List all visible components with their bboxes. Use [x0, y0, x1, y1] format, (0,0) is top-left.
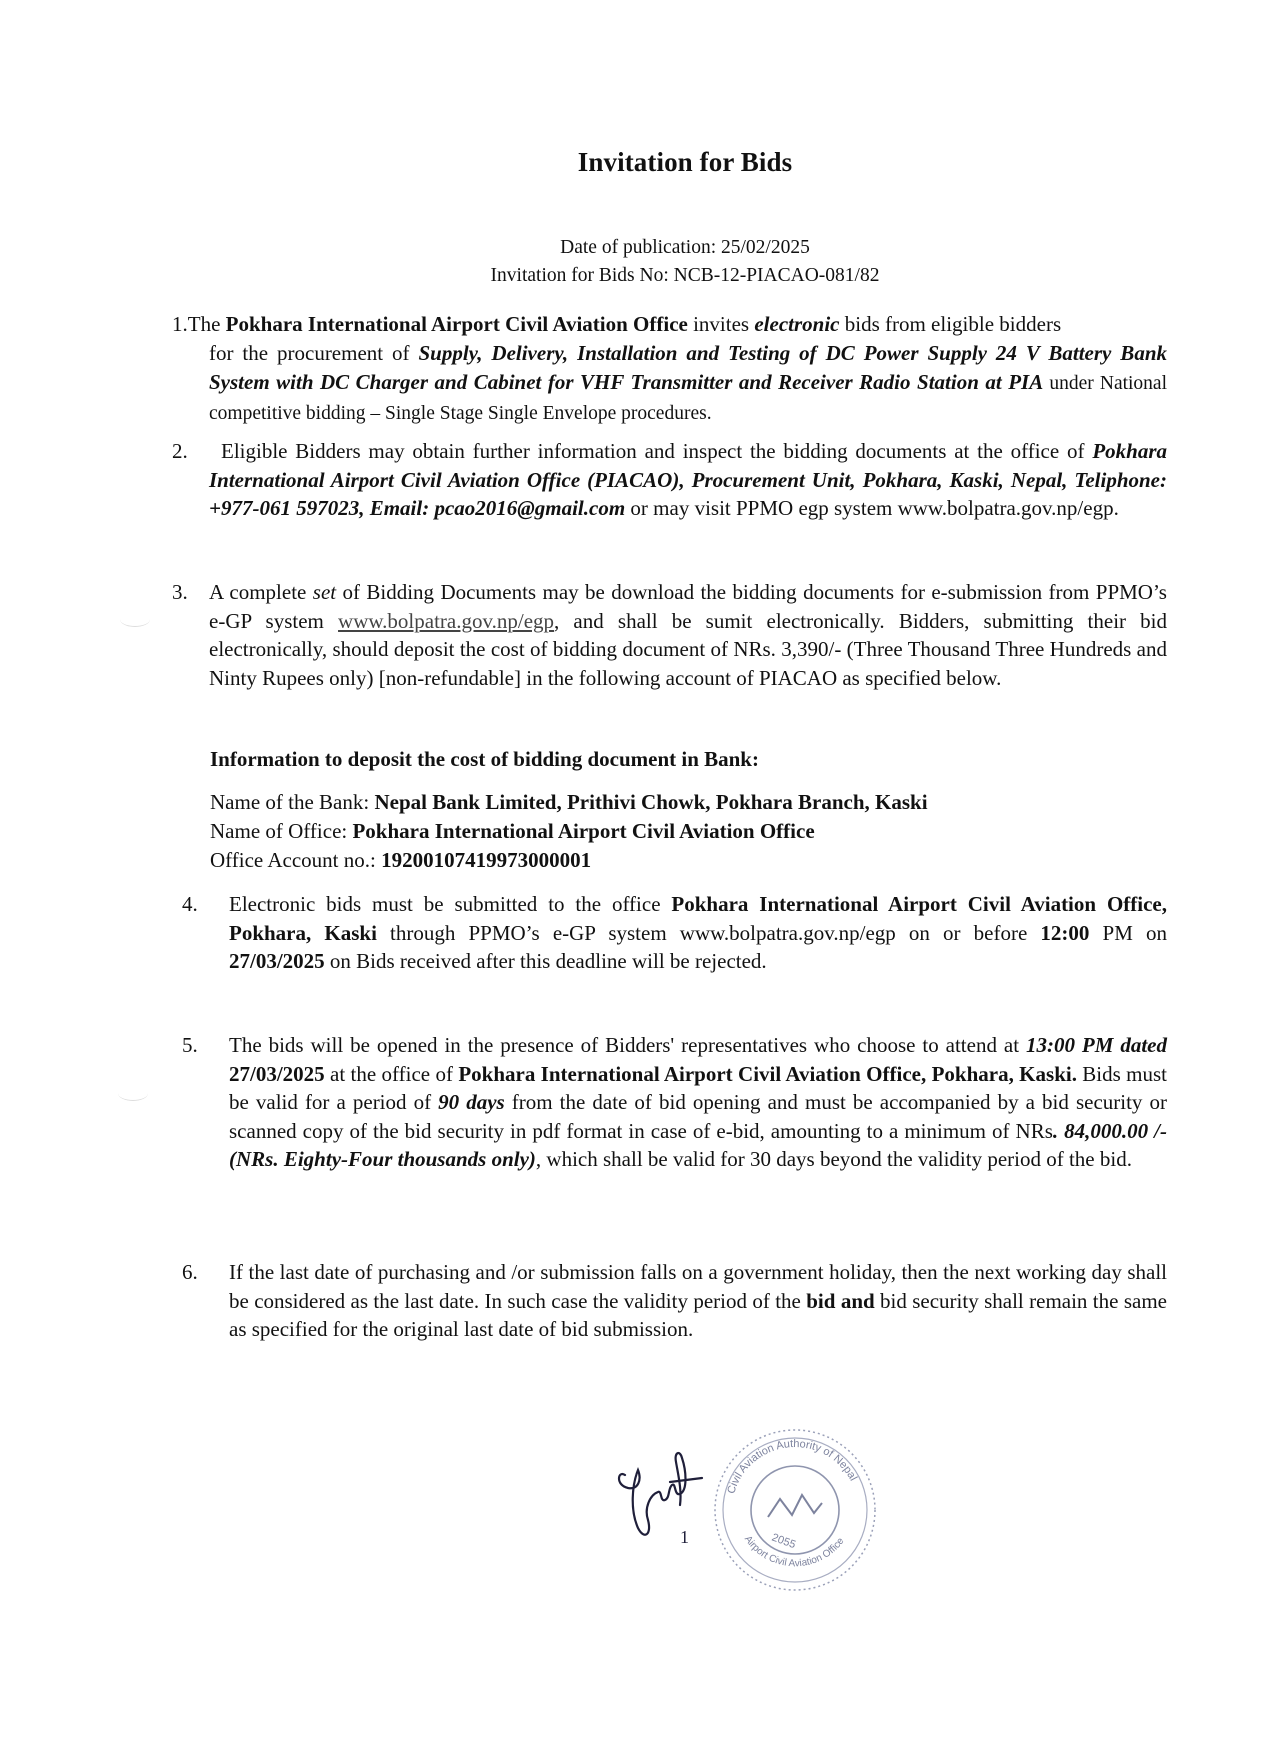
item-number: 3. — [172, 580, 188, 604]
item-6-body: If the last date of purchasing and /or submission falls on a government holiday, then the next working day shall be considered as the last date. In such case the validity period of the bid and bid security shall remain the same as specified for the original last date of bid submission. — [229, 1260, 1167, 1341]
seal-top-text: Civil Aviation Authority of Nepal — [725, 1437, 860, 1496]
item-number: 1. — [172, 312, 188, 336]
project-title: Supply, Delivery, Installation and Testing of DC Power Supply 24 V Battery Bank System with DC Charger and Cabinet for VHF Transmitter and Receiver Radio Station at PIA — [209, 341, 1167, 394]
item-5-body: The bids will be opened in the presence of Bidders' representatives who choose to attend at 13:00 PM dated 27/03/2025 at the office of Pokhara International Airport Civil Aviation Office, Pokhara, Kaski. Bids must be valid for a period of 90 days from the date of bid opening and must be accompanied by a bid security or scanned copy of the bid security in pdf format in case of e-bid, amounting to a minimum of NRs. 84,000.00 /- (NRs. Eighty-Four thousands only), which shall be valid for 30 days beyond the validity period of the bid. — [229, 1033, 1168, 1171]
official-seal — [710, 1425, 880, 1600]
signature-page-mark: 1 — [680, 1527, 689, 1547]
item-1-first-line: 1.The Pokhara International Airport Civil Aviation Office invites electronic bids from eligible bidders — [172, 312, 1062, 336]
item-1-body: for the procurement of Supply, Delivery, Installation and Testing of DC Power Supply 24 V Battery Bank System with DC Charger and Cabinet for VHF Transmitter and Receiver Radio Station at PIA under National competitive bidding – Single Stage Single Envelope procedures. — [209, 341, 1168, 424]
seal-year: 2055 — [770, 1531, 798, 1552]
handwritten-signature — [610, 1440, 710, 1555]
account-number-line: Office Account no.: 19200107419973000001 — [210, 848, 592, 872]
bank-name-line: Name of the Bank: Nepal Bank Limited, Prithivi Chowk, Pokhara Branch, Kaski — [210, 790, 928, 814]
office-name: Pokhara International Airport Civil Aviation Office — [225, 312, 688, 336]
item-2-body: Eligible Bidders may obtain further information and inspect the bidding documents at the office of Pokhara International Airport Civil Aviation Office (PIACAO), Procurement Unit, Pokhara, Kaski, Nepal, Teliphone: +977-061 597023, Email: pcao2016@gmail.com or may visit PPMO egp system www.bolpatra.gov.np/egp. — [209, 439, 1167, 520]
punch-hole-mark — [120, 612, 150, 627]
procurement-office-contact: Pokhara International Airport Civil Aviation Office (PIACAO), Procurement Unit, Pokhara, Kaski, Nepal, Teliphone: +977-061 597023, Email: pcao2016@gmail.com — [209, 439, 1167, 520]
bank-info-heading: Information to deposit the cost of bidding document in Bank: — [210, 747, 759, 771]
egp-link[interactable]: www.bolpatra.gov.np/egp — [338, 608, 555, 633]
publication-date: Date of publication: 25/02/2025 — [560, 237, 810, 258]
document-title: Invitation for Bids — [577, 147, 793, 177]
item-4-body: Electronic bids must be submitted to the office Pokhara International Airport Civil Aviation Office, Pokhara, Kaski through PPMO’s e-GP system www.bolpatra.gov.np/egp on or before 12:00 PM on 27/03/2025 on Bids received after this deadline will be rejected. — [229, 892, 1168, 973]
ifb-number: Invitation for Bids No: NCB-12-PIACAO-081/82 — [490, 265, 880, 286]
item-number: 2. — [172, 439, 188, 463]
item-number: 5. — [182, 1033, 198, 1057]
office-name-line: Name of Office: Pokhara International Airport Civil Aviation Office — [210, 819, 815, 843]
punch-hole-mark — [118, 1086, 148, 1101]
item-number: 4. — [182, 892, 198, 916]
seal-bottom-text: Airport Civil Aviation Office — [741, 1533, 847, 1570]
item-number: 6. — [182, 1260, 198, 1284]
publication-info — [0, 234, 1275, 290]
item-3-body: A complete set of Bidding Documents may be download the bidding documents for e-submission from PPMO’s e-GP system www.bolpatra.gov.np/egp, and shall be sumit electronically. Bidders, submitting their bid electronically, should deposit the cost of bidding document of NRs. 3,390/- (Three Thousand Three Hundreds and Ninty Rupees only) [non-refundable] in the following account of PIACAO as specified below. — [209, 580, 1168, 690]
